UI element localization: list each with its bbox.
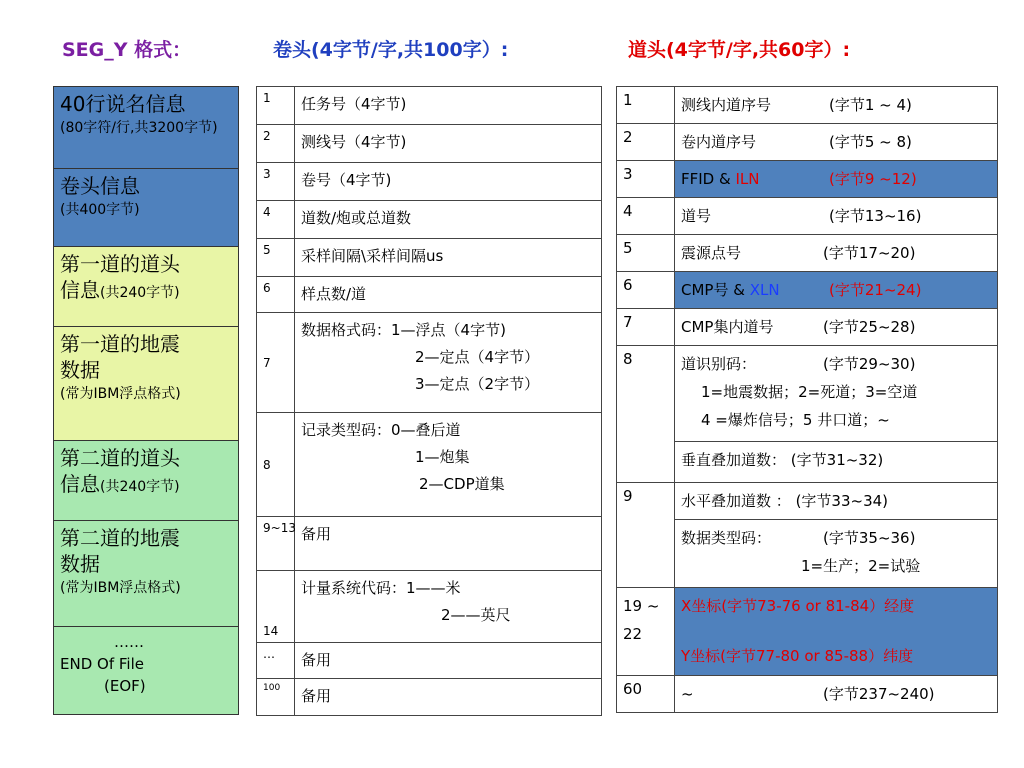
field-desc: CMP号 &: [681, 281, 745, 299]
byte-range: (字节21~24): [829, 281, 922, 299]
word-index: 100: [257, 679, 295, 716]
word-index: 1: [617, 87, 675, 124]
byte-range: (字节35~36): [823, 529, 916, 547]
block-title-cont: 信息: [60, 278, 100, 302]
word-index: 5: [617, 235, 675, 272]
word-index: 19 ~ 22: [617, 588, 675, 676]
field-desc: 震源点号: [681, 244, 742, 262]
word-index: 7: [617, 309, 675, 346]
word-index: 6: [257, 277, 295, 313]
byte-range: (字节1 ~ 4): [829, 96, 912, 114]
byte-range: (字节237~240): [823, 685, 935, 703]
field-alias: XLN: [749, 281, 780, 299]
field-desc: 采样间隔\采样间隔us: [295, 239, 602, 277]
table-row: [257, 239, 602, 277]
word-index: 60: [617, 676, 675, 713]
table-row: [617, 124, 998, 161]
word-index: 9~13: [257, 517, 295, 571]
table-row: [617, 520, 998, 588]
field-desc: 垂直叠加道数：: [681, 451, 787, 469]
word-index: 4: [617, 198, 675, 235]
word-index: 7: [257, 313, 295, 413]
binary-header-block: [54, 169, 238, 247]
table-row: [257, 679, 602, 716]
byte-range: (字节13~16): [829, 207, 922, 225]
field-option: 1—炮集: [415, 448, 470, 466]
word-index: 2: [257, 125, 295, 163]
field-option: 2—CDP道集: [419, 475, 505, 493]
byte-range: (字节33~34): [795, 492, 889, 510]
field-desc: 计量系统代码：1——米: [301, 579, 461, 597]
table-row: [257, 163, 602, 201]
field-desc: 水平叠加道数 ：: [681, 492, 791, 510]
trace-header-table: [616, 86, 998, 713]
byte-range: (字节29~30): [823, 355, 916, 373]
ellipsis: ……: [114, 633, 144, 651]
field-desc: 卷内道序号: [681, 133, 757, 151]
table-row: [257, 571, 602, 643]
field-desc: 道识别码：: [681, 355, 757, 373]
word-index: 3: [257, 163, 295, 201]
word-index: 14: [257, 571, 295, 643]
field-option: 1=地震数据；2=死道；3=空道: [701, 383, 918, 401]
field-option: 1=生产；2=试验: [801, 557, 921, 575]
field-option: 2—定点（4字节）: [415, 348, 540, 366]
table-row: [257, 313, 602, 413]
field-desc: 卷号（4字节): [295, 163, 602, 201]
word-index: 6: [617, 272, 675, 309]
block-note: (共240字节): [100, 285, 180, 301]
word-index: 8: [257, 413, 295, 517]
table-row: [617, 483, 998, 520]
segy-structure-panel: [53, 86, 239, 715]
field-desc: 样点数/道: [295, 277, 602, 313]
block-title: 卷头信息: [60, 174, 140, 198]
table-row: [257, 87, 602, 125]
field-desc: 备用: [295, 643, 602, 679]
y-coordinate-field: Y坐标(字节77-80 or 85-88）纬度: [681, 647, 914, 665]
field-desc: 任务号（4字节): [295, 87, 602, 125]
byte-range: (字节17~20): [823, 244, 916, 262]
seg-y-format-title: SEG_Y 格式：: [62, 39, 192, 61]
table-row: [617, 272, 998, 309]
textual-header-block: [54, 87, 238, 169]
table-row: [257, 125, 602, 163]
block-title: 第一道的道头: [60, 252, 180, 276]
word-index: 9: [617, 483, 675, 588]
byte-range: (字节31~32): [790, 451, 884, 469]
table-row: [257, 201, 602, 239]
block-note: (常为IBM浮点格式): [60, 386, 181, 402]
word-index: …: [257, 643, 295, 679]
block-note: (80字符/行,共3200字节): [60, 120, 218, 136]
field-desc: ~: [681, 685, 694, 703]
block-title: 第二道的道头: [60, 446, 180, 470]
field-desc: CMP集内道号: [681, 318, 774, 336]
field-desc: 道数/炮或总道数: [295, 201, 602, 239]
word-index: 1: [257, 87, 295, 125]
block-title-cont: 数据: [60, 358, 100, 382]
field-option: 4 =爆炸信号；5 井口道；~: [701, 411, 890, 429]
word-index: 5: [257, 239, 295, 277]
block-title: 第二道的地震: [60, 526, 180, 550]
eof-label: END Of File: [60, 655, 144, 673]
table-row: [257, 643, 602, 679]
table-row: [617, 198, 998, 235]
byte-range: (字节9 ~12): [829, 170, 917, 188]
table-row: [257, 517, 602, 571]
byte-range: (字节25~28): [823, 318, 916, 336]
x-coordinate-field: X坐标(字节73-76 or 81-84）经度: [681, 597, 915, 615]
block-note: (共400字节): [60, 202, 140, 218]
field-desc: 测线号（4字节): [295, 125, 602, 163]
field-alias: ILN: [735, 170, 760, 188]
eof-block: [54, 627, 238, 714]
table-row: [257, 413, 602, 517]
table-row: [617, 442, 998, 483]
table-row: [617, 235, 998, 272]
trace-header-title: 道头(4字节/字,共60字）:: [628, 39, 851, 61]
field-desc: 备用: [295, 517, 602, 571]
field-desc: 数据格式码：1—浮点（4字节): [301, 321, 506, 339]
trace1-header-block: [54, 247, 238, 327]
eof-abbr: (EOF): [104, 677, 146, 695]
word-index: 3: [617, 161, 675, 198]
trace1-data-block: [54, 327, 238, 441]
table-row: [257, 277, 602, 313]
byte-range: (字节5 ~ 8): [829, 133, 912, 151]
table-row: [617, 676, 998, 713]
field-desc: FFID &: [681, 170, 731, 188]
field-desc: 数据类型码：: [681, 529, 772, 547]
block-title-cont: 信息: [60, 472, 100, 496]
table-row: [617, 161, 998, 198]
volume-header-table: [256, 86, 602, 716]
block-title: 第一道的地震: [60, 332, 180, 356]
table-row: [617, 87, 998, 124]
field-desc: 备用: [295, 679, 602, 716]
block-note: (共240字节): [100, 479, 180, 495]
field-option: 2——英尺: [441, 606, 511, 624]
table-row: [617, 346, 998, 442]
trace2-header-block: [54, 441, 238, 521]
word-index: 8: [617, 346, 675, 483]
word-index: 4: [257, 201, 295, 239]
word-index: 2: [617, 124, 675, 161]
block-note: (常为IBM浮点格式): [60, 580, 181, 596]
volume-header-title: 卷头(4字节/字,共100字）:: [273, 39, 509, 61]
table-row: [617, 309, 998, 346]
field-desc: 测线内道序号: [681, 96, 772, 114]
field-option: 3—定点（2字节）: [415, 375, 540, 393]
block-title: 40行说名信息: [60, 92, 186, 116]
table-row: [617, 588, 998, 676]
field-desc: 道号: [681, 207, 712, 225]
trace2-data-block: [54, 521, 238, 627]
block-title-cont: 数据: [60, 552, 100, 576]
field-desc: 记录类型码：0—叠后道: [301, 421, 461, 439]
